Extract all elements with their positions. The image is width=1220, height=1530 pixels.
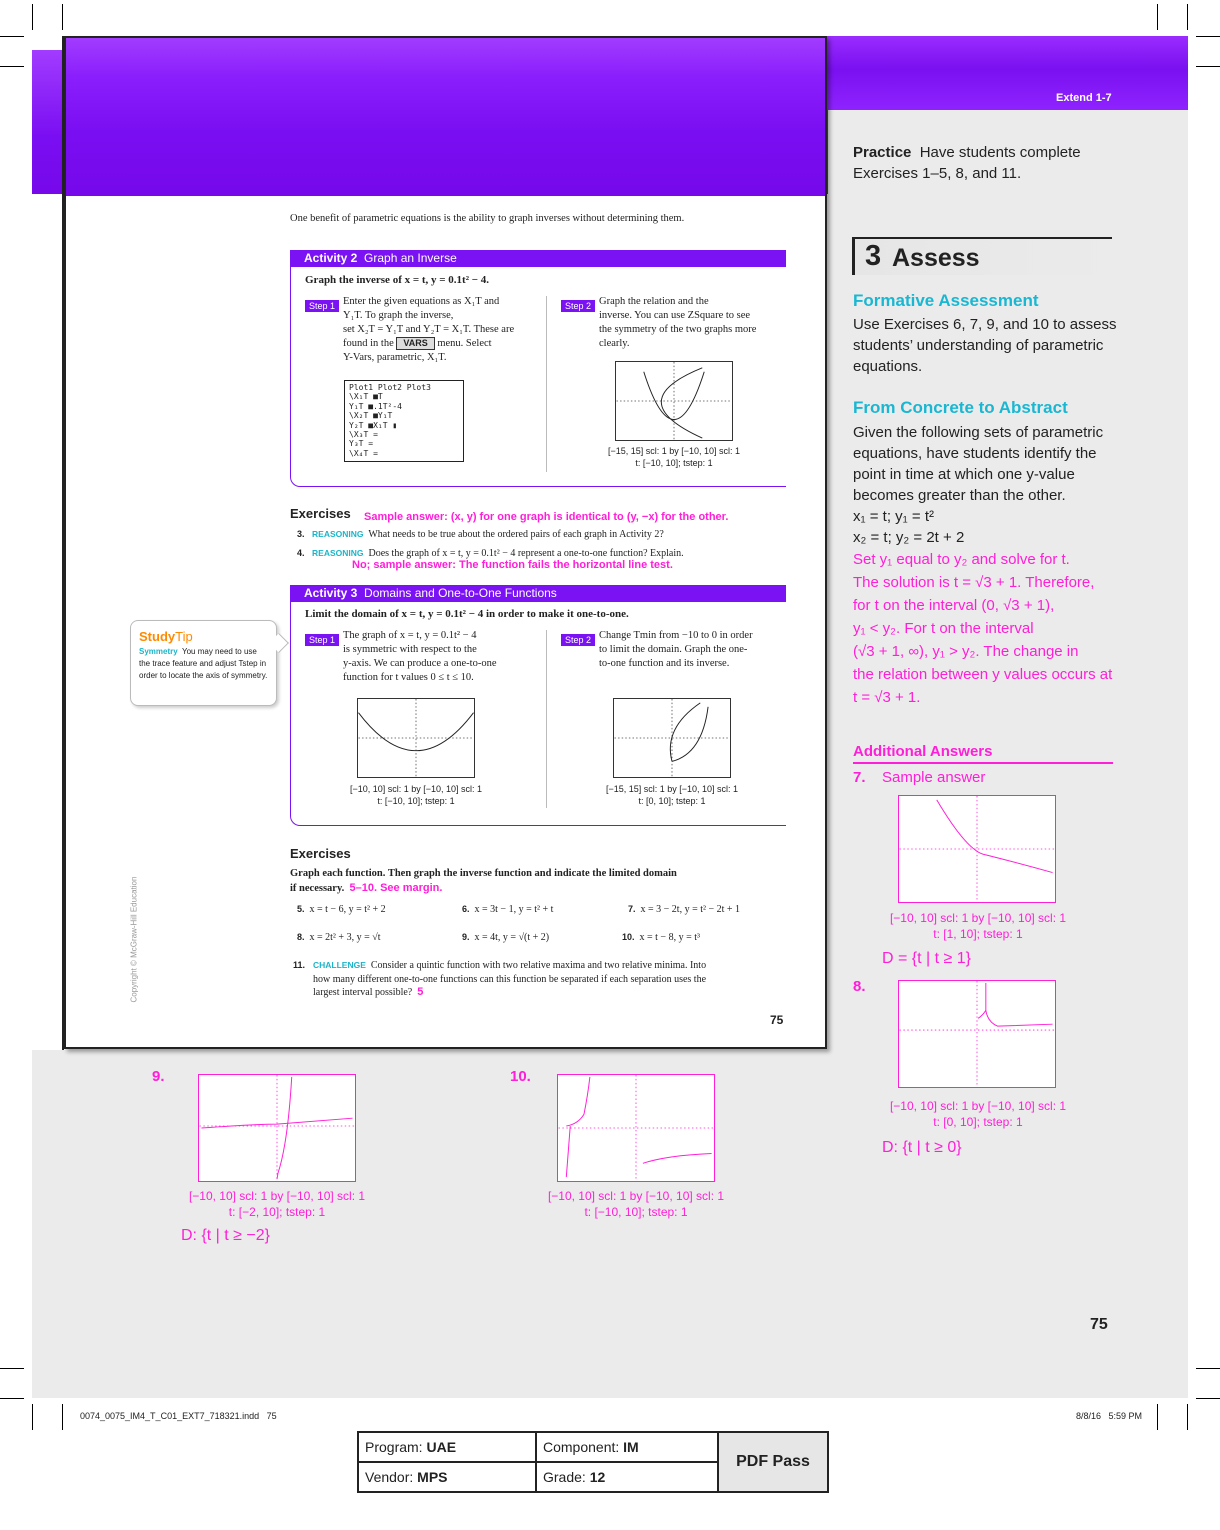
formative-text: Use Exercises 6, 7, 9, and 10 to assess students’ understanding of parametric equations.	[853, 316, 1117, 375]
answer-7-graph	[898, 795, 1056, 903]
activity-3-graph-1-caption: [−10, 10] scl: 1 by [−10, 10] scl: 1 t: [−10, 10]; tstep: 1	[349, 784, 483, 806]
crop-mark	[0, 1368, 24, 1369]
crop-mark	[1187, 1404, 1188, 1430]
answer-8-domain: D: {t | t ≥ 0}	[882, 1139, 962, 1156]
answer-7-label: Sample answer	[882, 769, 986, 786]
equation-2: x₂ = t; y₂ = 2t + 2	[853, 529, 965, 546]
file-name: 0074_0075_IM4_T_C01_EXT7_718321.indd 75	[80, 1411, 277, 1421]
crop-mark	[62, 1404, 63, 1430]
additional-answers-heading: Additional Answers	[853, 743, 1113, 764]
answer-7-num: 7.	[853, 769, 866, 786]
practice-label: Practice	[853, 144, 912, 161]
study-tip-title-b: Tip	[175, 629, 193, 644]
step-divider	[546, 630, 547, 808]
activity-2-step-2-text: Graph the relation and the inverse. You can use ZSquare to see the symmetry of the two graphs more clearly.	[599, 296, 757, 349]
crop-mark	[1196, 1398, 1220, 1399]
activity-2-step-1-text: Enter the given equations as X₁T and Y₁T. To graph the inverse, set X₂T = Y₁T and Y₂T = X₁T. These are found in the VARS menu. Select Y-Vars, parametric, X₁T.	[343, 296, 515, 363]
crop-mark	[0, 36, 24, 37]
concrete-answer: Set y₁ equal to y₂ and solve for t. The solution is t = √3 + 1. Therefore, for t on the interval (0, √3 + 1), y₁ < y₂. For t on the interval (√3 + 1, ∞), y₁ > y₂. The change in the relation between y values occurs at t = √3 + 1.	[853, 551, 1113, 706]
practice-note: Practice Have students complete Exercises 1–5, 8, and 11.	[853, 144, 1081, 182]
equation-1: x₁ = t; y₁ = t²	[853, 508, 934, 525]
exercise-5: 5. x = t − 6, y = t² + 2	[297, 904, 386, 915]
crop-mark	[0, 66, 24, 67]
assess-banner	[852, 237, 1112, 275]
crop-mark	[32, 1404, 33, 1430]
activity-2-graph	[615, 361, 733, 441]
activity-3-graph-1	[357, 698, 475, 778]
step-2-tag: Step 2	[561, 300, 595, 312]
step-divider	[546, 296, 547, 472]
vars-key: VARS	[396, 337, 434, 350]
copyright-text: Copyright © McGraw-Hill Education	[129, 876, 139, 1003]
crop-mark	[1196, 36, 1220, 37]
pdf-pass: PDF Pass	[718, 1432, 828, 1492]
answer-4: No; sample answer: The function fails the horizontal line test.	[352, 559, 673, 571]
activity-2-bar	[290, 250, 786, 267]
activity-3-tag: Activity 3	[304, 586, 358, 600]
activity-2-tag: Activity 2	[304, 251, 358, 265]
crop-mark	[1196, 66, 1220, 67]
answer-8-caption: [−10, 10] scl: 1 by [−10, 10] scl: 1 t: [0, 10]; tstep: 1	[889, 1099, 1067, 1129]
concrete-heading: From Concrete to Abstract	[853, 398, 1068, 417]
activity-3-graph-2	[613, 698, 731, 778]
assess-number: 3	[865, 240, 882, 272]
page-number: 75	[770, 1013, 784, 1027]
crop-mark	[1157, 4, 1158, 30]
see-margin-note: 5–10. See margin.	[349, 882, 443, 894]
answer-10-graph	[557, 1074, 715, 1182]
card-left-band	[32, 50, 65, 194]
exercises-heading-2: Exercises	[290, 846, 351, 861]
exercises-2-instruction: Graph each function. Then graph the inverse function and indicate the limited domain if necessary. 5–10. See margin.	[290, 868, 677, 894]
extend-label: Extend 1-7	[1056, 92, 1112, 104]
activity-2-step-2	[561, 296, 595, 314]
activity-3-step-1-text: The graph of x = t, y = 0.1t² − 4 is symmetric with respect to the y-axis. We can produce a one-to-one function for t values 0 ≤ t ≤ 10.	[343, 630, 497, 683]
answer-11: 5	[417, 986, 424, 998]
crop-mark	[0, 1398, 24, 1399]
activity-2-graph-caption: [−15, 15] scl: 1 by [−10, 10] scl: 1 t: [−10, 10]; tstep: 1	[607, 446, 741, 468]
answer-10-caption: [−10, 10] scl: 1 by [−10, 10] scl: 1 t: [−10, 10]; tstep: 1	[547, 1189, 725, 1219]
study-tip-label: Symmetry	[139, 647, 178, 656]
step-1-tag: Step 1	[305, 634, 339, 646]
activity-3-graph-2-caption: [−15, 15] scl: 1 by [−10, 10] scl: 1 t: [0, 10]; tstep: 1	[605, 784, 739, 806]
study-tip-title-a: Study	[139, 629, 176, 644]
crop-mark	[32, 4, 33, 30]
activity-2-step-1	[305, 296, 339, 314]
answer-8-num: 8.	[853, 978, 866, 995]
exercises-heading: Exercises	[290, 506, 351, 521]
exercise-10: 10. x = t − 8, y = t³	[622, 932, 700, 943]
sidebar-page-number: 75	[1090, 1316, 1108, 1333]
slug-table: Program: UAE Component: IM PDF Pass Vendor: MPS Grade: 12	[357, 1431, 829, 1493]
intro-text: One benefit of parametric equations is the ability to graph inverses without determining them.	[290, 213, 685, 224]
exercise-6: 6. x = 3t − 1, y = t² + t	[462, 904, 554, 915]
answer-9-caption: [−10, 10] scl: 1 by [−10, 10] scl: 1 t: [−2, 10]; tstep: 1	[188, 1189, 366, 1219]
answer-9-domain: D: {t | t ≥ −2}	[181, 1227, 270, 1244]
activity-3-title: Domains and One-to-One Functions	[364, 586, 557, 600]
activity-3-step-2	[561, 630, 595, 648]
exercise-7: 7. x = 3 − 2t, y = t² − 2t + 1	[628, 904, 741, 915]
answer-8-graph	[898, 980, 1056, 1088]
date-time: 8/8/16 5:59 PM	[1076, 1411, 1143, 1421]
crop-mark	[1187, 4, 1188, 30]
exercise-9: 9. x = 4t, y = √(t + 2)	[462, 932, 550, 943]
answer-3: Sample answer: (x, y) for one graph is identical to (y, −x) for the other.	[364, 511, 729, 523]
exercise-4: 4. REASONING Does the graph of x = t, y = 0.1t² − 4 represent a one-to-one function? Explain.	[297, 548, 684, 559]
exercise-8: 8. x = 2t² + 3, y = √t	[297, 932, 381, 943]
activity-3-bar	[290, 585, 786, 602]
calculator-screen: Plot1 Plot2 Plot3 \X₁T ■T Y₁T ■.1T²-4 \X₂T ■Y₁T Y₂T ■X₁T ▮ \X₃T = Y₃T = \X₄T =	[344, 380, 464, 462]
step-2-tag: Step 2	[561, 634, 595, 646]
activity-3-instruction: Limit the domain of x = t, y = 0.1t² − 4 in order to make it one-to-one.	[305, 608, 629, 620]
exercise-3: 3. REASONING What needs to be true about the ordered pairs of each graph in Activity 2?	[297, 529, 664, 540]
study-tip-text: You may need to use the trace feature and adjust Tstep in order to locate the axis of symmetry.	[139, 647, 268, 680]
concrete-text: Given the following sets of parametric equations, have students identify the point in time at which one y-value becomes greater than the other. x₁ = t; y₁ = t² x₂ = t; y₂ = 2t + 2	[853, 422, 1143, 548]
exercise-11: 11. CHALLENGE Consider a quintic function with two relative maxima and two relative minima. Into how many different one-to-one functions can this function be separated if each separation uses the largest interval possible? 5	[293, 960, 707, 998]
assess-title: Assess	[892, 244, 980, 272]
crop-mark	[1196, 1368, 1220, 1369]
student-page	[64, 36, 827, 1049]
formative-heading: Formative Assessment	[853, 291, 1039, 310]
answer-9-graph	[198, 1074, 356, 1182]
crop-mark	[1157, 1404, 1158, 1430]
activity-3-step-1	[305, 630, 339, 648]
activity-2-title: Graph an Inverse	[364, 251, 457, 265]
page-header-band	[66, 38, 827, 196]
answer-9-num: 9.	[152, 1068, 165, 1085]
activity-2-instruction: Graph the inverse of x = t, y = 0.1t² − 4.	[305, 274, 490, 286]
study-tip-callout	[130, 620, 277, 706]
crop-mark	[62, 4, 63, 30]
step-1-tag: Step 1	[305, 300, 339, 312]
activity-3-step-2-text: Change Tmin from −10 to 0 in order to limit the domain. Graph the one- to-one function and its inverse.	[599, 630, 753, 669]
answer-7-caption: [−10, 10] scl: 1 by [−10, 10] scl: 1 t: [1, 10]; tstep: 1	[889, 911, 1067, 941]
answer-10-num: 10.	[510, 1068, 531, 1085]
answer-7-domain: D = {t | t ≥ 1}	[882, 950, 971, 967]
